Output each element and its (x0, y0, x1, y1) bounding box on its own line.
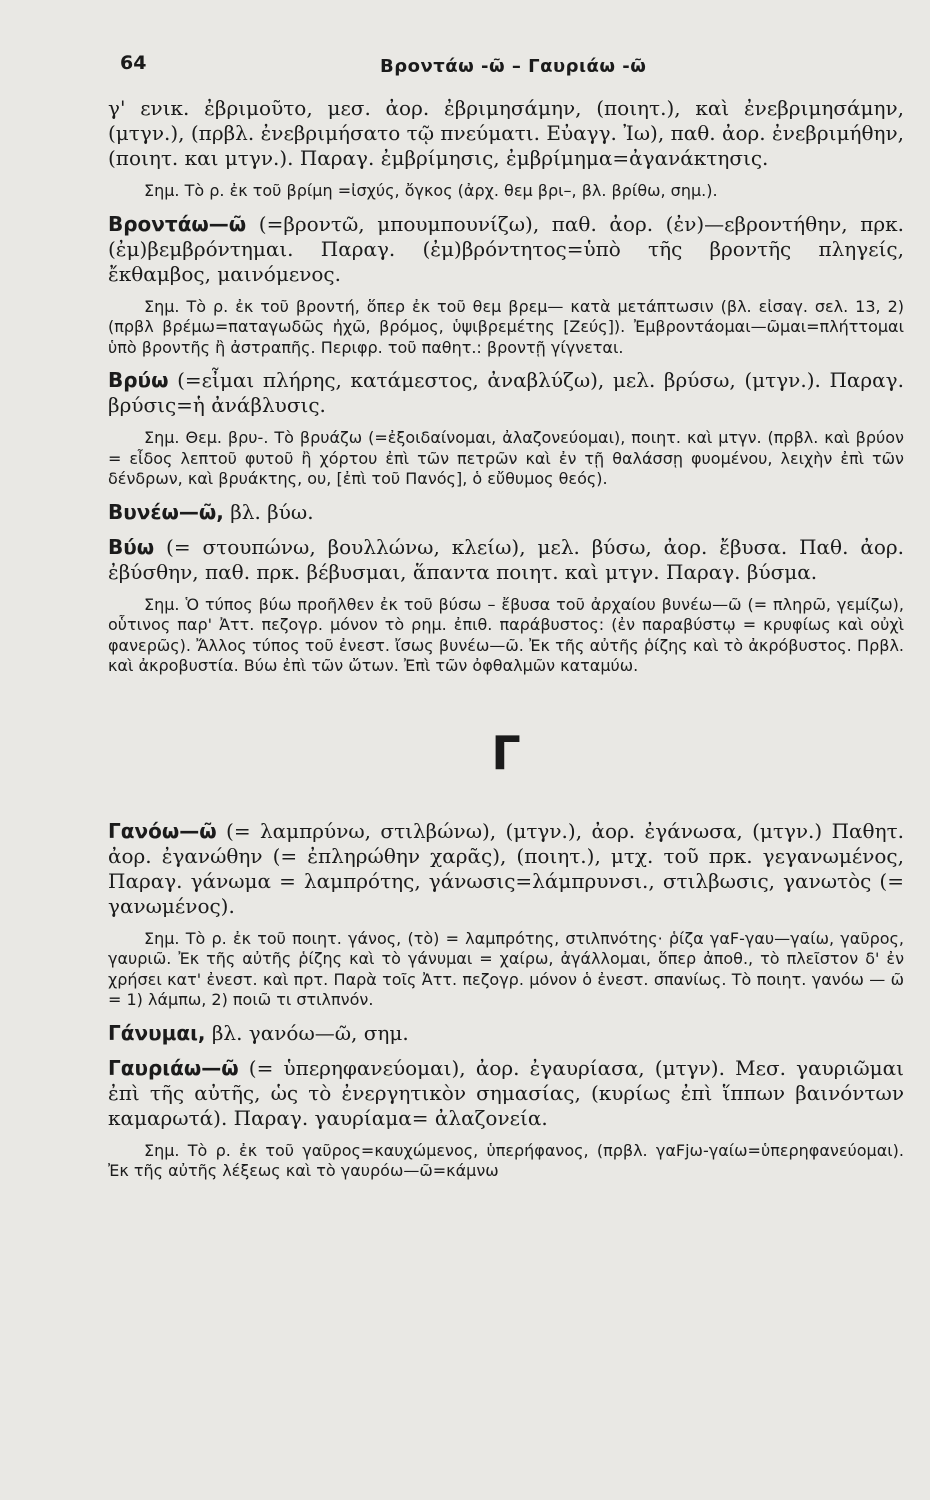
note: Σημ. Ὁ τύπος βύω προῆλθεν ἐκ τοῦ βύσω – ἔβυσα τοῦ ἀρχαίου βυνέω—ῶ (= πληρῶ, γεμίζω), οὗτινος παρ' Ἀττ. πεζογρ. μόνον τὸ ρημ. ἐπιθ. παράβυστος: (ἐν παραβύστῳ = κρυφίως καὶ οὐχὶ φανερῶς). Ἄλλος τύπος τοῦ ἐνεστ. ἴσως βυνέω—ῶ. Ἐκ τῆς αὐτῆς ῥίζης καὶ τὸ ἀκρόβυστος. Πρβλ. καὶ ἀκροβυστία. Βύω ἐπὶ τῶν ὤτων. Ἐπὶ τῶν ὀφθαλμῶν καταμύω. (108, 594, 904, 675)
headword: Βροντάω—ῶ (108, 211, 247, 236)
headword: Γάνυμαι, (108, 1020, 206, 1045)
page-body (108, 96, 904, 1192)
entry-gauriao: Γαυριάω—ῶ (= ὑπερηφανεύομαι), ἀορ. ἐγαυρίασα, (μτγν). Μεσ. γαυριῶμαι ἐπὶ τῆς αὐτῆς, ὡς τὸ ἐνεργητικὸν σημασίας, (κυρίως ἐπὶ ἵππων βαινόντων καμαρωτά). Παραγ. γαυρίαμα= ἀλαζονεία. (108, 1055, 904, 1130)
note: Σημ. Τὸ ρ. ἐκ τοῦ γαῦρος=καυχώμενος, ὑπερήφανος, (πρβλ. γαϜjω-γαίω=ὑπερηφανεύομαι). Ἐκ τῆς αὐτῆς λέξεως καὶ τὸ γαυρόω—ῶ=κάμνω (108, 1140, 904, 1180)
section-letter: Γ (491, 725, 521, 780)
running-head: Βροντάω -ῶ – Γαυριάω -ῶ (380, 56, 647, 77)
note: Σημ. Τὸ ρ. ἐκ τοῦ βρίμη =ἰσχύς, ὄγκος (ἀρχ. θεμ βρι–, βλ. βρίθω, σημ.). (144, 181, 718, 200)
entry-bryo: Βρύω (=εἶμαι πλήρης, κατάμεστος, ἀναβλύζω), μελ. βρύσω, (μτγν.). Παραγ. βρύσις=ἡ ἀνάβλυσις. (108, 368, 904, 417)
entry-brontao: Βροντάω—ῶ (=βροντῶ, μπουμπουνίζω), παθ. ἀορ. (ἐν)—εβροντήθην, πρκ. (ἐμ)βεμβρόντημαι. Παραγ. (ἐμ)βρόντητος=ὑπὸ τῆς βροντῆς πληγείς, ἔκθαμβος, μαινόμενος. (108, 211, 904, 286)
entry-byneo: Βυνέω—ῶ, βλ. βύω. (108, 499, 314, 524)
headword: Βρύω (108, 368, 169, 392)
entry-byo: Βύω (= στουπώνω, βουλλώνω, κλείω), μελ. βύσω, ἀορ. ἔβυσα. Παθ. ἀορ. ἐβύσθην, παθ. πρκ. βέβυσμαι, ἅπαντα ποιητ. καὶ μτγν. Παραγ. βύσμα. (108, 534, 904, 584)
headword: Γαυριάω—ῶ (108, 1055, 239, 1080)
note: Σημ. Θεμ. βρυ-. Τὸ βρυάζω (=ἐξοιδαίνομαι, ἀλαζονεύομαι), ποιητ. καὶ μτγν. (πρβλ. καὶ βρύον = εἶδος λεπτοῦ φυτοῦ ἢ χόρτου ἐπὶ τῶν πετρῶν καὶ ἐν τῇ θαλάσσῃ φυομένου, λειχὴν ἐπὶ τῶν δένδρων, καὶ βρυάκτης, ου, [ἐπὶ τοῦ Πανός], ὁ εὔθυμος θεός). (108, 428, 904, 488)
note: Σημ. Τὸ ρ. ἐκ τοῦ ποιητ. γάνος, (τὸ) = λαμπρότης, στιλπνότης· ῥίζα γαϜ-γαυ—γαίω, γαῦρος, γαυριῶ. Ἐκ τῆς αὐτῆς ῥίζης καὶ τὸ γάνυμαι = χαίρω, ἀγάλλομαι, ὅπερ ἀποθ., τὸ πλεῖστον δ' ἐν χρήσει κατ' ἐνεστ. καὶ πρτ. Παρὰ τοῖς Ἀττ. πεζογρ. μόνον ὁ ἐνεστ. σπανίως. Τὸ ποιητ. γανόω — ῶ = 1) λάμπω, 2) ποιῶ τι στιλπνόν. (108, 928, 904, 1009)
headword: Γανόω—ῶ (108, 818, 217, 843)
entry-ganymai: Γάνυμαι, βλ. γανόω—ῶ, σημ. (108, 1020, 409, 1045)
page-header (110, 50, 900, 86)
entry-continuation: γ' ενικ. ἐβριμοῦτο, μεσ. ἀορ. ἐβριμησάμην, (ποιητ.), καὶ ἐνεβριμησάμην, (μτγν.), (πρβλ. ἐνεβριμήσατο τῷ πνεύματι. Εὐαγγ. Ἰω), παθ. ἀορ. ἐνεβριμήθην, (ποιητ. και μτγν.). Παραγ. ἐμβρίμησις, ἐμβρίμημα=ἀγανάκτησις. (108, 96, 904, 170)
page-number: 64 (120, 52, 147, 74)
headword: Βυνέω—ῶ, (108, 499, 224, 524)
note: Σημ. Τὸ ρ. ἐκ τοῦ βροντή, ὅπερ ἐκ τοῦ θεμ βρεμ— κατὰ μετάπτωσιν (βλ. εἰσαγ. σελ. 13, 2) (πρβλ βρέμω=παταγωδῶς ἠχῶ, βρόμος, ὑψιβρεμέτης [Ζεύς]). Ἐμβροντάομαι—ῶμαι=πλήττομαι ὑπὸ βροντῆς ἢ ἀστραπῆς. Περιφρ. τοῦ παθητ.: βροντῇ γίγνεται. (108, 296, 904, 357)
entry-ganoo: Γανόω—ῶ (= λαμπρύνω, στιλβώνω), (μτγν.), ἀορ. ἐγάνωσα, (μτγν.) Παθητ. ἀορ. ἐγανώθην (= ἐπληρώθην χαρᾶς), (ποιητ.), μτχ. τοῦ πρκ. γεγανωμένος, Παραγ. γάνωμα = λαμπρότης, γάνωσις=λάμπρυνσι., στιλβωσις, γανωτὸς (= γανωμένος). (108, 818, 904, 918)
headword: Βύω (108, 534, 155, 559)
